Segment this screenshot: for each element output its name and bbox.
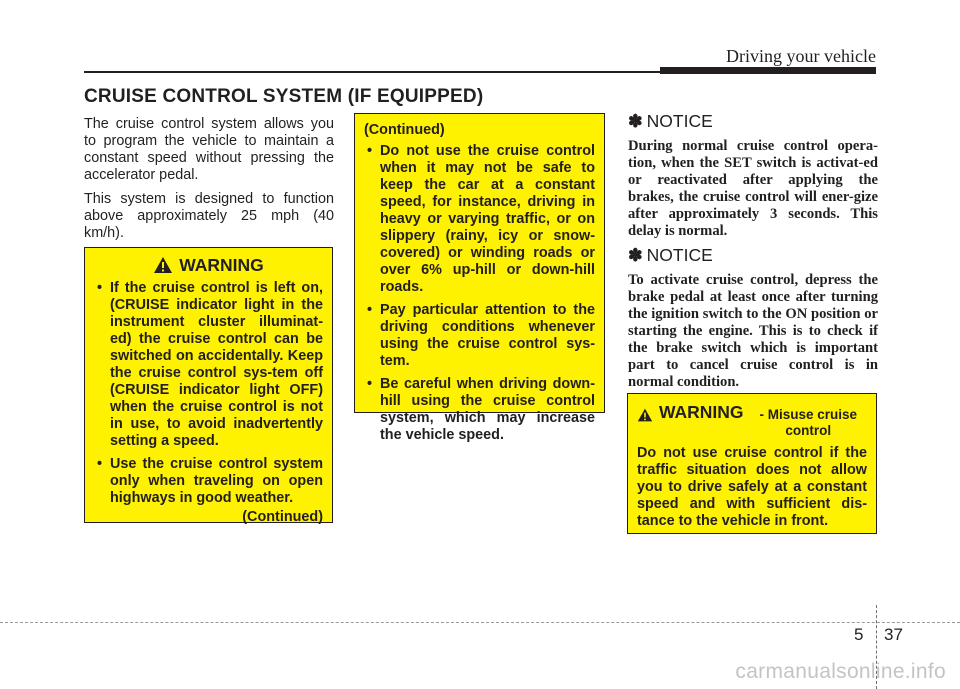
footer-rule	[0, 622, 960, 623]
notice-1	[628, 111, 878, 240]
warning-item: • Use the cruise control system only when traveling on open highways in good weather.	[94, 456, 323, 507]
warning-triangle-icon	[153, 256, 173, 274]
continued-note: (Continued)	[364, 122, 445, 138]
header-accent-bar	[660, 67, 876, 74]
chapter-header-title: Driving your vehicle	[726, 46, 876, 66]
intro-paragraph: The cruise control system allows you to program the vehicle to maintain a constant speed without pressing the accelerator pedal.	[84, 116, 334, 183]
warning-triangle-icon	[637, 406, 653, 424]
warning-heading	[637, 404, 867, 439]
notice-2	[628, 245, 878, 391]
notice-star-icon: ✽	[628, 245, 643, 265]
continued-note: (Continued)	[242, 509, 323, 525]
warning-label: WARNING	[179, 254, 264, 275]
warning-body: Do not use cruise control if the traffic situation does not allow you to drive safely at a constant speed and with sufficient dis-tance to the vehicle in front.	[637, 445, 867, 529]
notice-body: During normal cruise control opera-tion, when the SET switch is activat-ed or reactivated after applying the brakes, the cruise control will ener-gize after approximately 3 seconds. This delay is normal.	[628, 138, 878, 239]
warning-label: WARNING	[658, 402, 744, 422]
notice-heading	[628, 111, 878, 132]
warning-box-1	[84, 247, 333, 523]
watermark: carmanualsonline.info	[735, 660, 946, 683]
warning-list	[94, 280, 323, 507]
warning-list	[364, 143, 595, 444]
notice-label: NOTICE	[646, 111, 713, 131]
warning-heading	[94, 256, 323, 274]
section-title: CRUISE CONTROL SYSTEM (IF EQUIPPED)	[84, 86, 484, 107]
notice-body: To activate cruise control, depress the brake pedal at least once after turning the ignition switch to the ON position or starting the engine. This is to check if the brake switch which is important part to cancel cruise control is in normal condition.	[628, 272, 878, 390]
warning-box-continued	[354, 113, 605, 443]
page-number: 37	[884, 625, 903, 644]
warning-box-2	[627, 393, 877, 534]
warning-item: • Be careful when driving down-hill using the cruise control system, which may increase the vehicle speed.	[364, 376, 595, 444]
warning-item: • Pay particular attention to the driving conditions whenever using the cruise control sys-tem.	[364, 302, 595, 370]
notice-heading	[628, 245, 878, 266]
notice-star-icon: ✽	[628, 111, 643, 131]
intro-paragraph: This system is designed to function above approximately 25 mph (40 km/h).	[84, 191, 334, 241]
intro-text	[84, 116, 334, 249]
warning-sublabel: - Misuse cruise control	[759, 407, 858, 438]
warning-item: • If the cruise control is left on, (CRUISE indicator light in the instrument cluster illuminat-ed) the cruise control can be switched on accidentally. Keep the cruise control sys-tem off (CRUISE indicator light OFF) when the cruise control is not in use, to avoid inadvertently setting a speed.	[94, 280, 323, 450]
chapter-number: 5	[854, 625, 864, 644]
notice-label: NOTICE	[646, 245, 713, 265]
warning-item: • Do not use the cruise control when it may not be safe to keep the car at a constant speed, for instance, driving in heavy or varying traffic, or on slippery (rainy, icy or snow-covered) or winding roads or over 6% up-hill or down-hill roads.	[364, 143, 595, 296]
